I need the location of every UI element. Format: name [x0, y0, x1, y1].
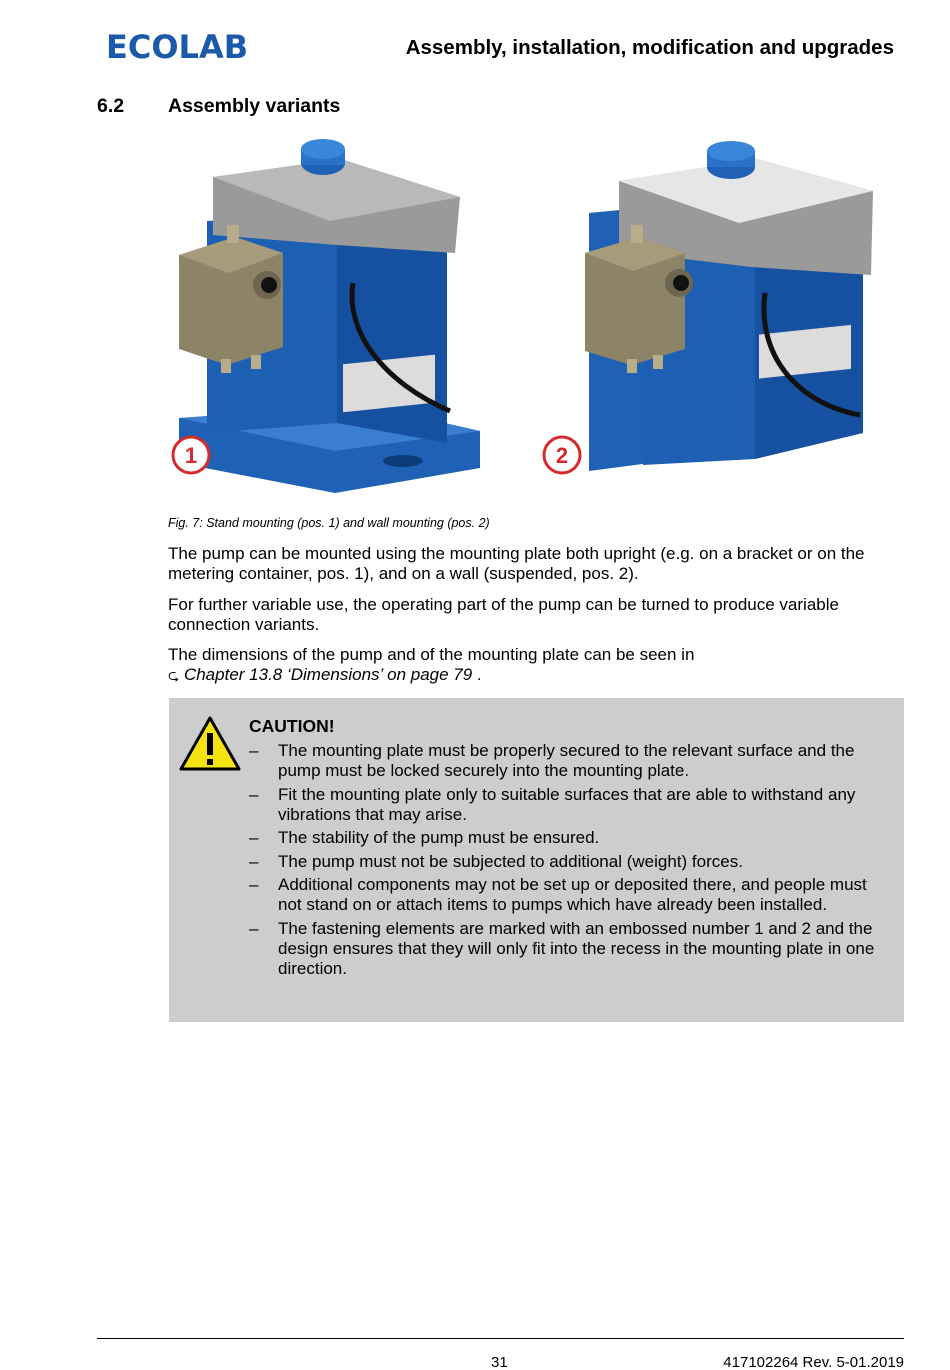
- dimensions-text: The dimensions of the pump and of the mounting plate can be seen in: [168, 645, 695, 664]
- pump-stand-mounting-illustration: [179, 139, 480, 493]
- section-title: Assembly variants: [168, 95, 341, 117]
- paragraph-variable-use: For further variable use, the operating part of the pump can be turned to produce variable connection variants.: [168, 595, 839, 634]
- figure-caption: Fig. 7: Stand mounting (pos. 1) and wall mounting (pos. 2): [168, 516, 490, 530]
- callout-1-label: 1: [184, 443, 198, 468]
- callout-2-label: 2: [555, 443, 569, 468]
- list-item-text: The fastening elements are marked with an embossed number 1 and 2 and the design ensures that they will only fit into the recess in the mounting plate in one direction.: [278, 918, 875, 978]
- list-item: [249, 875, 894, 915]
- list-item-text: Fit the mounting plate only to suitable surfaces that are able to withstand any vibrations that may arise.: [278, 784, 856, 824]
- list-dash: –: [249, 875, 259, 894]
- list-item: [249, 741, 894, 781]
- footer-divider: [97, 1338, 904, 1339]
- list-item: [249, 852, 894, 872]
- callout-1: [173, 437, 209, 473]
- list-dash: –: [249, 784, 259, 804]
- logo-text: ECOLAB: [106, 28, 249, 62]
- header-title: Assembly, installation, modification and upgrades: [405, 36, 894, 59]
- paragraph-dimensions: [168, 645, 903, 685]
- callout-2: [544, 437, 580, 473]
- document-revision: 417102264 Rev. 5-01.2019: [723, 1354, 904, 1370]
- caution-list: [249, 741, 894, 982]
- dimensions-end: .: [472, 665, 482, 684]
- chapter-link[interactable]: Chapter 13.8 ‘Dimensions’ on page 79: [183, 665, 473, 684]
- pump-mounting-figure: [165, 133, 883, 498]
- list-item-text: Additional components may not be set up or deposited there, and people must not stand on or attach items to pumps which have already been installed.: [278, 875, 867, 914]
- list-dash: –: [249, 918, 259, 938]
- list-item: [249, 828, 894, 848]
- list-item-text: The stability of the pump must be ensured.: [278, 828, 600, 847]
- page-number: 31: [491, 1354, 508, 1370]
- warning-icon: [178, 715, 242, 773]
- cross-reference-icon: ⮎: [168, 667, 180, 683]
- section-number: 6.2: [97, 95, 125, 117]
- pump-wall-mounting-illustration: [585, 141, 873, 471]
- list-dash: –: [249, 851, 259, 871]
- caution-box: [169, 698, 904, 1022]
- list-dash: –: [249, 741, 259, 760]
- list-item: [249, 785, 894, 825]
- list-dash: –: [249, 828, 259, 847]
- ecolab-logo: [106, 28, 258, 62]
- caution-title: CAUTION!: [249, 716, 335, 736]
- paragraph-mounting: The pump can be mounted using the mounting plate both upright (e.g. on a bracket or on the metering container, pos. 1), and on a wall (suspended, pos. 2).: [168, 544, 865, 583]
- list-item: [249, 919, 894, 979]
- list-item-text: The mounting plate must be properly secured to the relevant surface and the pump must be locked securely into the mounting plate.: [278, 741, 855, 780]
- list-item-text: The pump must not be subjected to additional (weight) forces.: [278, 851, 743, 871]
